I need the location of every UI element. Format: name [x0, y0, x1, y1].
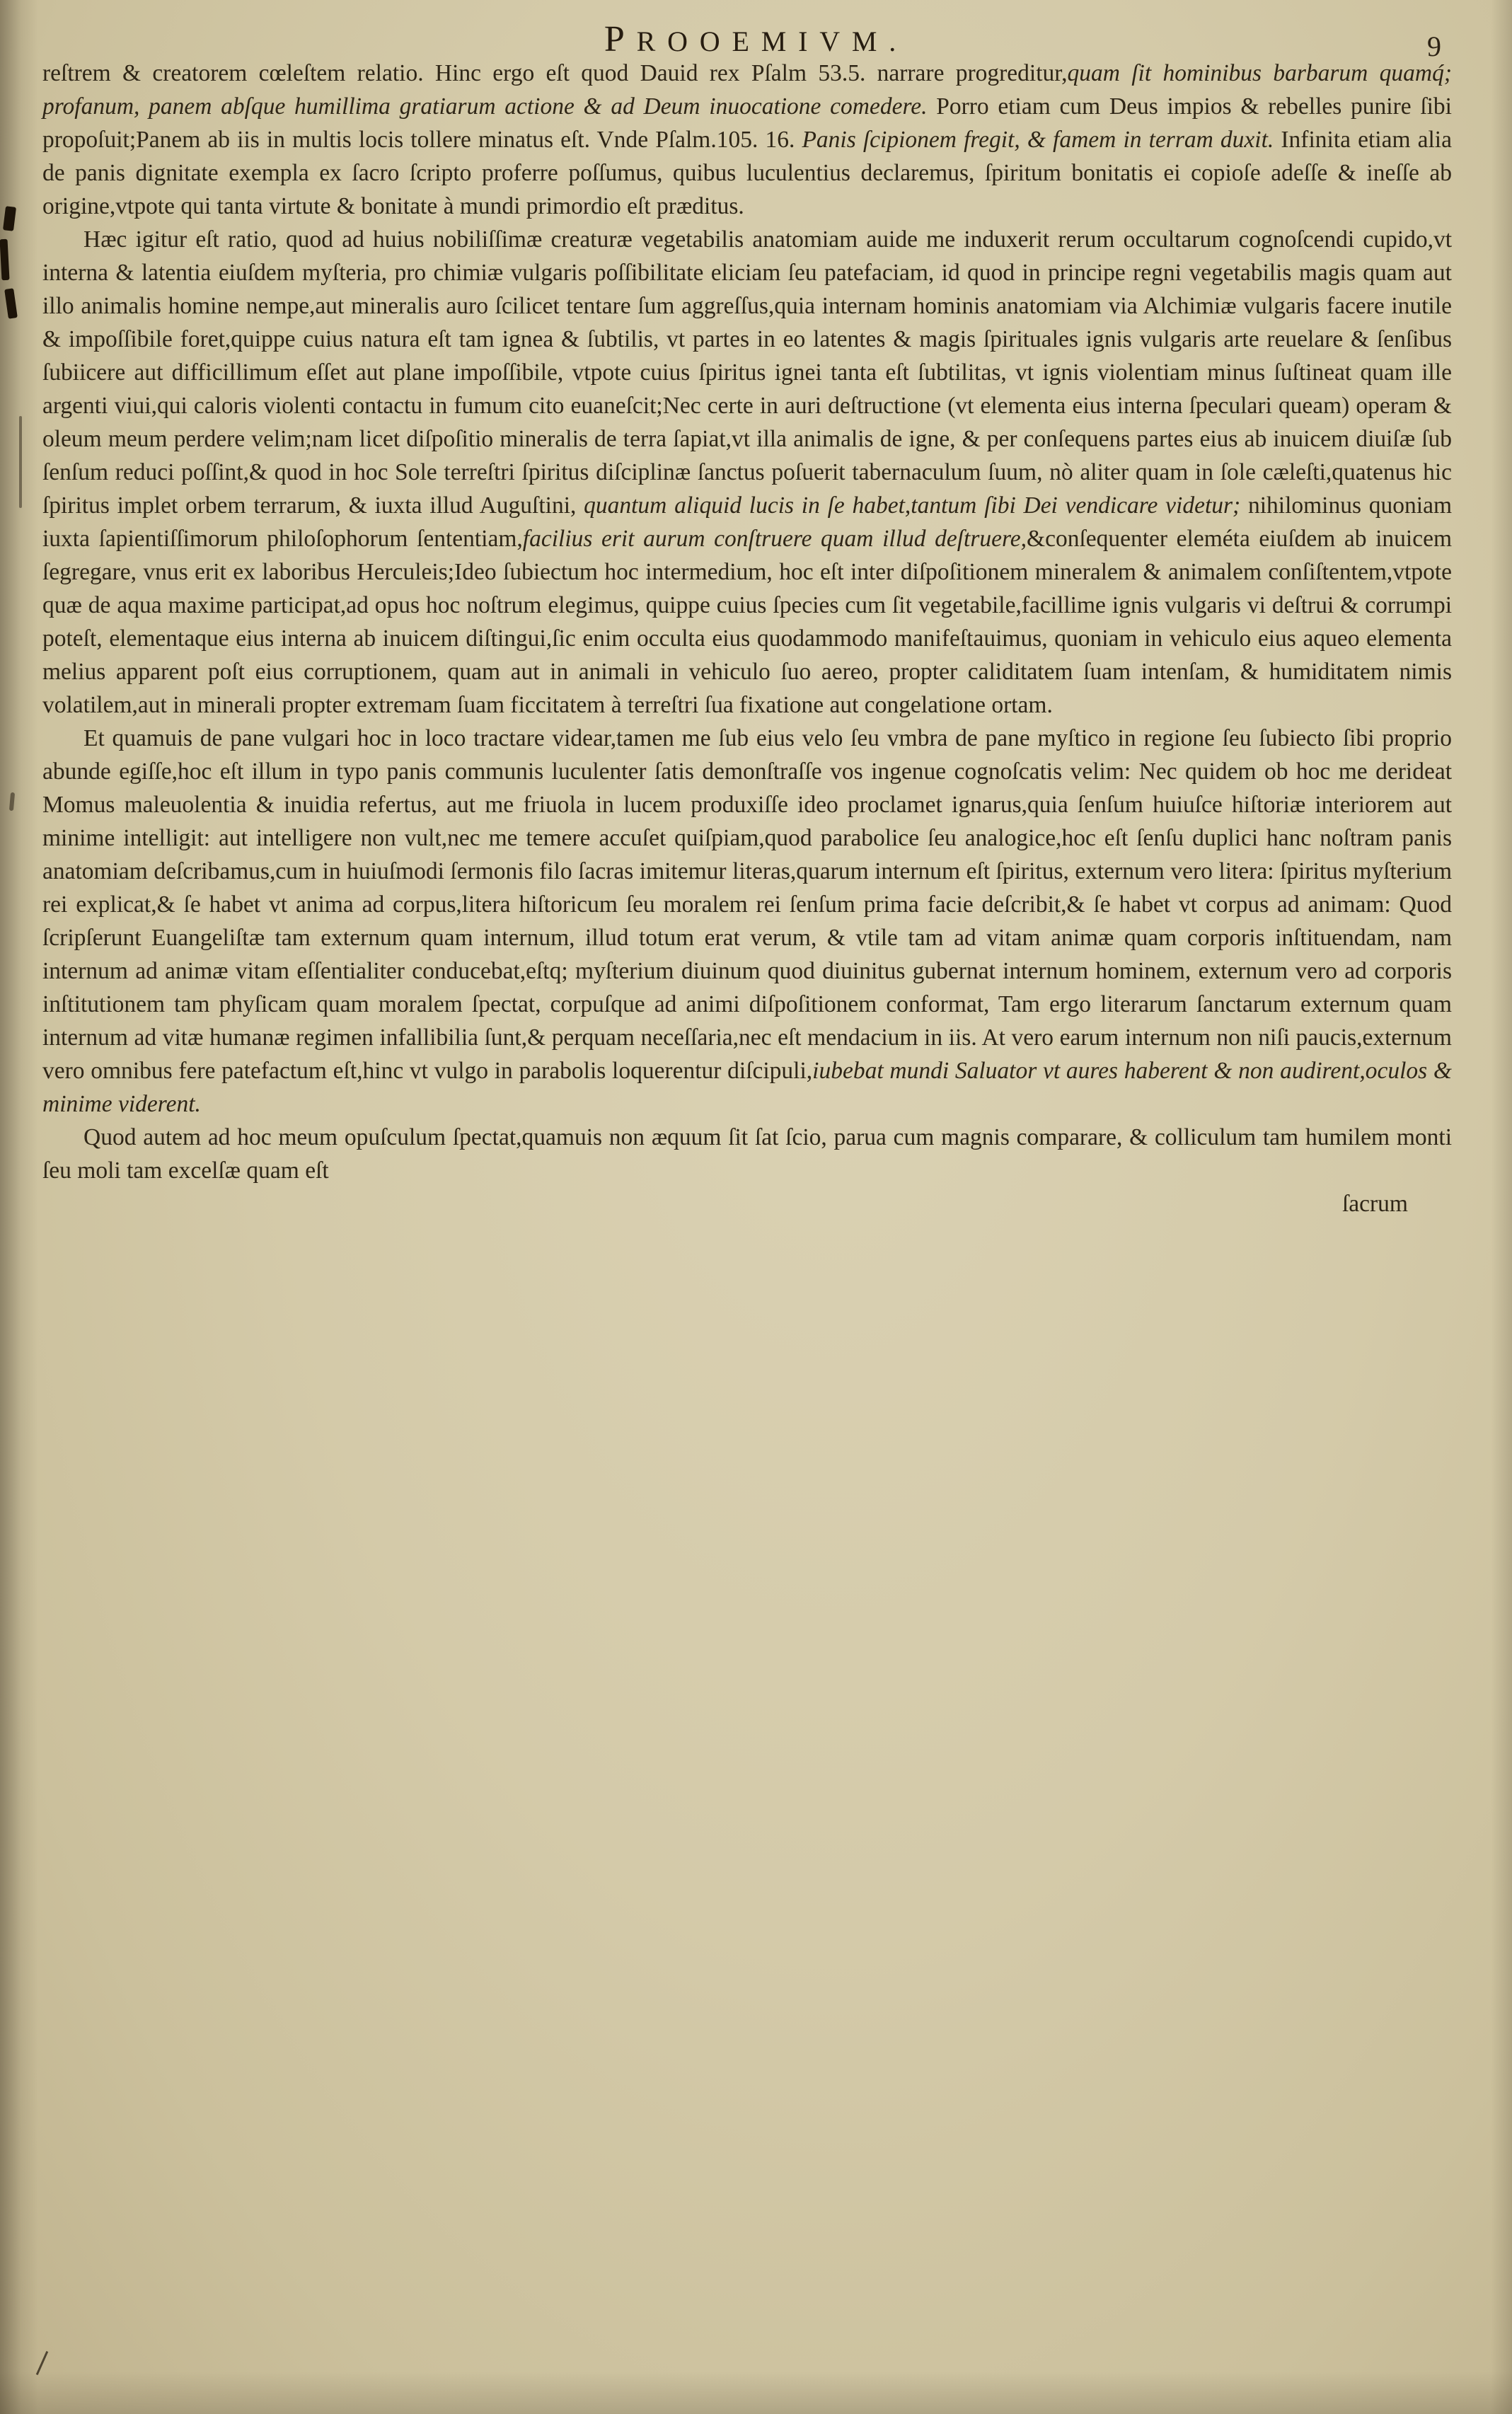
ink-mark — [3, 206, 16, 231]
roman-run: Hæc igitur eſt ratio, quod ad huius nobiliſſimæ creaturæ vegetabilis anatomiam auide me induxerit rerum occultarum cognoſcendi cupido,vt interna & latentia eiuſdem myſteria, pro chimiæ vulgaris poſſibilitate eliciam ſeu patefaciam, id quod in principe regni vegetabilis magis quam aut illo animalis homine nempe,aut mineralis auro ſcilicet tentare ſum aggreſſus,quia internam hominis anatomiam via Alchimiæ vulgaris facere inutile & impoſſibile foret,quippe cuius natura eſt tam ignea & ſubtilis, vt partes in eo latentes & magis ſpirituales ignis vulgaris arte reuelare & ſenſibus ſubiicere aut difficillimum eſſet aut plane impoſſibile, vtpote cuius ſpiritus ignei tanta eſt ſubtilitas, vt ignis violentiam minus ſuſtineat quam ille argenti viui,qui caloris violenti contactu in fumum cito euaneſcit;Nec certe in auri deſtructione (vt elementa eius interna ſpeculari queam) operam & oleum meum perdere velim;nam licet diſpoſitio mineralis de terra ſapiat,vt illa animalis de igne, & per conſequens partes eius ab inuicem diuiſæ ſub ſenſum reduci poſſint,& quod in hoc Sole terreſtri ſpiritus diſciplinæ ſanctus poſuerit tabernaculum ſuum, nò aliter quam in ſole cæleſti,quatenus hic ſpiritus implet orbem terrarum, & iuxta illud Auguſtini, — [42, 226, 1452, 519]
italic-run: quantum aliquid lucis in ſe habet,tantum ſibi Dei vendicare videtur; — [584, 492, 1241, 519]
page-number: 9 — [1427, 30, 1441, 62]
ink-mark — [4, 288, 18, 318]
italic-run: quam ſit hominibus barbarum quamq́; profanum, panem abſque humillima gratiarum actione & ad Deum inuocatione comedere. — [42, 60, 1453, 120]
italic-run: Panis ſcipionem fregit, & famem in terram duxit. — [802, 127, 1274, 153]
italic-run: iubebat mundi Saluator vt aures haberent & non audirent,oculos & minime viderent. — [42, 1058, 1452, 1117]
page-edge-shadow-left — [0, 0, 38, 2414]
ink-mark — [9, 792, 15, 811]
running-title: PROOEMIVM. — [604, 19, 908, 59]
paragraph-container — [42, 57, 1452, 1187]
ink-mark — [19, 416, 22, 508]
roman-run: &conſequenter eleméta eiuſdem ab inuicem ſegregare, vnus erit ex laboribus Herculeis;Ideo ſubiectum hoc intermedium, hoc eſt inter diſpoſitionem mineralem & animalem conſiſtentem,vtpote quæ de aqua maxime participat,ad opus hoc noſtrum elegimus, quippe cuius ſpecies cum ſit vegetabile,facillime ignis vulgaris vi deſtrui & corrumpi poteſt, elementaque eius interna ab inuicem diſtingui,ſic enim occulta eius quodammodo manifeſtauimus, quoniam in vehiculo eius aqueo elementa melius apparent poſt eius corruptionem, quam aut in animali in vehiculo ſuo aereo, propter caliditatem ſuam intenſam, & humiditatem nimis volatilem,aut in minerali propter extremam ſuam ficcitatem à terreſtri ſua fixatione aut congelatione ortam. — [42, 526, 1452, 718]
page-edge-shadow-bottom — [0, 2372, 1512, 2414]
ink-mark — [36, 2351, 48, 2375]
roman-run: Infinita etiam alia de panis dignitate exempla ex ſacro ſcripto proferre poſſumus, quibus luculentius declaremus, ſpiritum bonitatis ei copioſe adeſſe & ineſſe ab origine,vtpote qui tanta virtute & bonitate à mundi primordio eſt præditus. — [42, 127, 1452, 219]
page-header — [0, 18, 1512, 61]
catchword: ſacrum — [1341, 1191, 1408, 1217]
roman-run: nihilominus quoniam iuxta ſapientiſſimorum philoſophorum ſententiam, — [42, 492, 1453, 552]
roman-run: Et quamuis de pane vulgari hoc in loco tractare videar,tamen me ſub eius velo ſeu vmbra de pane myſtico in regione ſeu ſubiecto ſibi proprio abunde egiſſe,hoc eſt illum in typo panis communis luculenter ſatis demonſtraſſe vos ingenue cognoſcatis velim: Nec quidem ob hoc me derideat Momus maleuolentia & inuidia refertus, aut me friuola in lucem produxiſſe ideo proclamet ignarus,quia ſenſum huiuſce hiſtoriæ interiorem aut minime intelligit: aut intelligere non vult,nec me temere accuſet quiſpiam,quod parabolice ſeu analogice,hoc eſt ſenſu duplici hanc noſtram panis anatomiam deſcribamus,cum in huiuſmodi ſermonis filo ſacras imitemur literas,quarum internum eſt ſpiritus, externum vero litera: ſpiritus myſterium rei explicat,& ſe habet vt anima ad corpus,litera hiſtoricum ſeu moralem rei ſenſum prima facie deſcribit,& ſe habet vt corpus ad animam: Quod ſcripſerunt Euangeliſtæ tam externum quam internum, illud totum erat verum, & vtile tam ad vitam animæ quam corporis inſtituendam, nam internum ad animæ vitam eſſentialiter conducebat,eſtq; myſterium diuinum quod diuinitus gubernat internum hominem, externum vero ad corporis inſtitutionem tam phyſicam quam moralem ſpectat, corpuſque ad animi diſpoſitionem conformat, Tam ergo literarum ſanctarum externum quam internum ad vitæ humanæ regimen infallibilia ſunt,& perquam neceſſaria,nec eſt mendacium in iis. At vero earum internum non niſi paucis,externum vero omnibus fere patefactum eſt,hinc vt vulgo in parabolis loquerentur diſcipuli, — [42, 725, 1452, 1084]
ink-mark — [0, 239, 10, 280]
roman-run: Quod autem ad hoc meum opuſculum ſpectat,quamuis non æquum ſit ſat ſcio, parua cum magnis comparare, & colliculum tam humilem monti ſeu moli tam excelſæ quam eſt — [42, 1124, 1452, 1184]
paragraph — [42, 722, 1452, 1121]
roman-run: Porro etiam cum Deus impios & rebelles punire ſibi propoſuit;Panem ab iis in multis locis tollere minatus eſt. Vnde Pſalm.105. 16. — [42, 93, 1452, 153]
roman-run: reſtrem & creatorem cœleſtem relatio. Hinc ergo eſt quod Dauid rex Pſalm 53.5. narrare progreditur, — [42, 60, 1068, 86]
paragraph — [42, 223, 1452, 722]
paragraph — [42, 57, 1452, 223]
paragraph — [42, 1121, 1452, 1187]
text-block — [42, 57, 1452, 1220]
catchword-row — [42, 1187, 1452, 1220]
page-edge-shadow-right — [1491, 0, 1512, 2414]
italic-run: facilius erit aurum conſtruere quam illud deſtruere, — [522, 526, 1027, 552]
